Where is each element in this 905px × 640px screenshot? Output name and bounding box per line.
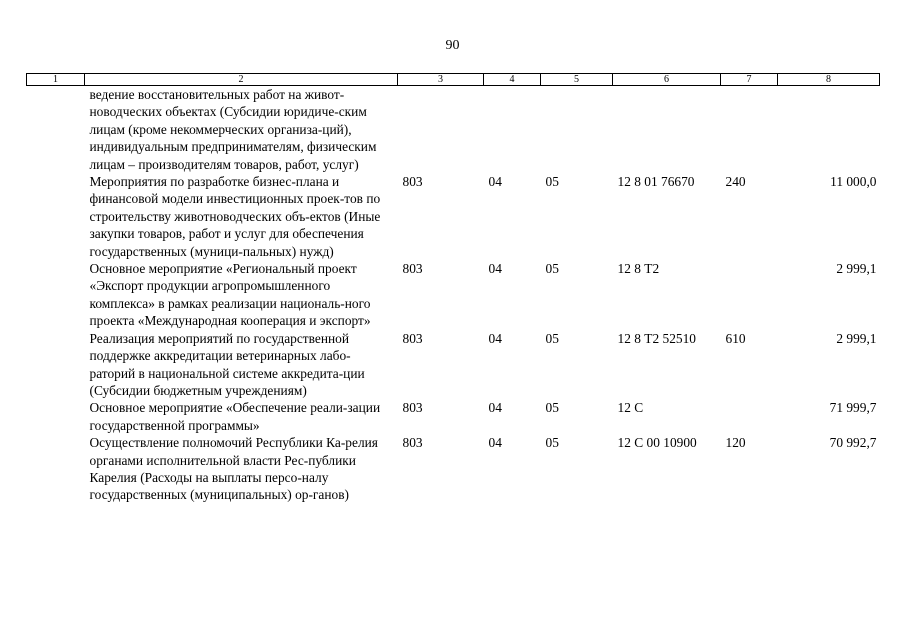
row-vr: [721, 86, 778, 174]
row-name: Осуществление полномочий Республики Ка-релия органами исполнительной власти Рес-публики Карелия (Расходы на выплаты персо-налу государственных (муниципальных) ор-ганов): [89, 435, 378, 503]
row-csr: [613, 86, 721, 174]
row-rz: 04: [488, 400, 502, 416]
row-grbs: 803: [402, 330, 423, 346]
table-row: [27, 434, 880, 504]
table-row: [27, 399, 880, 434]
header-col-2: 2: [85, 74, 398, 86]
row-pr: 05: [545, 261, 559, 277]
row-sum: 2 999,1: [836, 330, 877, 346]
row-csr: 12 8 Т2: [617, 261, 660, 277]
table-header-row: [27, 74, 880, 86]
header-col-6: 6: [613, 74, 721, 86]
row-csr: 12 8 01 76670: [617, 174, 695, 190]
header-col-3: 3: [398, 74, 484, 86]
page-number: 90: [445, 38, 460, 53]
row-num-cell: [27, 260, 85, 330]
row-pr: 05: [545, 174, 559, 190]
header-col-8: 8: [778, 74, 880, 86]
row-grbs: 803: [402, 261, 423, 277]
row-csr: 12 С: [617, 400, 644, 416]
row-vr: [721, 399, 778, 434]
header-col-7: 7: [721, 74, 778, 86]
row-pr: [541, 86, 613, 174]
table-row: [27, 260, 880, 330]
row-grbs: 803: [402, 435, 423, 451]
row-sum: [778, 86, 880, 174]
row-pr: 05: [545, 330, 559, 346]
table-row: [27, 173, 880, 260]
row-name: ведение восстановительных работ на живот-новодческих объектах (Субсидии юридиче-ским лицам (кроме некоммерческих организа-ций), индивидуальным предпринимателям, физическим лицам – производителям товаров, работ, услуг): [89, 87, 377, 172]
row-vr: 120: [725, 435, 746, 451]
row-csr: 12 С 00 10900: [617, 435, 697, 451]
row-grbs: 803: [402, 400, 423, 416]
row-name: Мероприятия по разработке бизнес-плана и финансовой модели инвестиционных проек-тов по строительству животноводческих объ-ектов (Иные закупки товаров, работ и услуг для обеспечения государственных (муници-пальных) нужд): [89, 174, 381, 259]
row-num-cell: [27, 399, 85, 434]
row-sum: 2 999,1: [836, 261, 877, 277]
row-rz: 04: [488, 330, 502, 346]
table-row: [27, 330, 880, 400]
row-name: Основное мероприятие «Региональный проект «Экспорт продукции агропромышленного комплекса» в рамках реализации националь-ного проекта «Международная кооперация и экспорт»: [89, 261, 371, 329]
row-pr: 05: [545, 435, 559, 451]
row-csr: 12 8 Т2 52510: [617, 330, 696, 346]
row-vr: 610: [725, 330, 746, 346]
table-row: [27, 86, 880, 174]
row-sum: 71 999,7: [829, 400, 877, 416]
row-sum: 70 992,7: [829, 435, 877, 451]
row-grbs: [398, 86, 484, 174]
row-num-cell: [27, 86, 85, 174]
row-rz: 04: [488, 261, 502, 277]
row-sum: 11 000,0: [830, 174, 877, 190]
header-col-4: 4: [484, 74, 541, 86]
header-col-1: 1: [27, 74, 85, 86]
row-num-cell: [27, 330, 85, 400]
row-rz: [484, 86, 541, 174]
row-vr: 240: [725, 174, 746, 190]
row-num-cell: [27, 173, 85, 260]
row-vr: [721, 260, 778, 330]
budget-table: [26, 73, 880, 504]
row-rz: 04: [488, 174, 502, 190]
row-pr: 05: [545, 400, 559, 416]
row-name: Реализация мероприятий по государственной поддержке аккредитации ветеринарных лабо-раторий в национальной системе аккредита-ции (Субсидии бюджетным учреждениям): [89, 330, 365, 398]
row-rz: 04: [488, 435, 502, 451]
row-grbs: 803: [402, 174, 423, 190]
row-name: Основное мероприятие «Обеспечение реали-зации государственной программы»: [89, 400, 381, 433]
header-col-5: 5: [541, 74, 613, 86]
row-num-cell: [27, 434, 85, 504]
